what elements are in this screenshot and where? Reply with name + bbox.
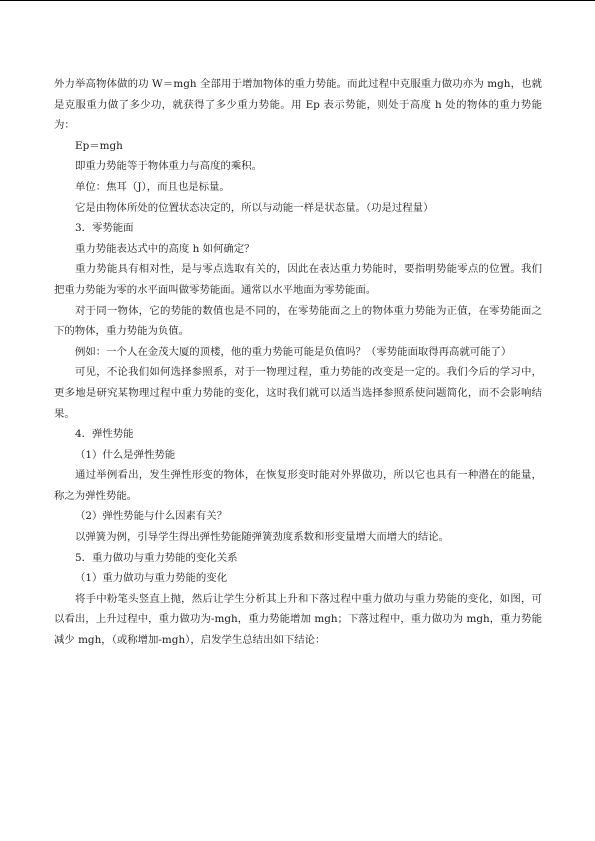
paragraph: 3．零势能面 (75, 222, 134, 235)
paragraph: Ep＝mgh (75, 139, 123, 152)
paragraph: （1）什么是弹性势能 (75, 448, 176, 461)
paragraph: 例如：一个人在金茂大厦的顶楼，他的重力势能可能是负值吗？（零势能面取得再高就可能了） (75, 345, 512, 358)
paragraph: （1）重力做功与重力势能的变化 (75, 572, 228, 585)
top-border-line (0, 0, 595, 1)
paragraph: 可见，不论我们如何选择参照系，对于一物理过程，重力势能的改变是一定的。我们今后的学习中，更多地是研究某物理过程中重力势能的变化，这时我们就可以适当选择参照系使问题简化，而不会影响结果。 (54, 366, 542, 420)
paragraph: （2）弹性势能与什么因素有关？ (75, 510, 228, 523)
paragraph: 它是由物体所处的位置状态决定的，所以与动能一样是状态量。（功是过程量） (75, 201, 434, 214)
paragraph: 对于同一物体，它的势能的数值也是不同的，在零势能面之上的物体重力势能为正值，在零势能面之下的物体，重力势能为负值。 (54, 304, 542, 338)
paragraph: 5．重力做功与重力势能的变化关系 (75, 551, 238, 564)
paragraph: 即重力势能等于物体重力与高度的乘积。 (75, 160, 263, 173)
document-body (54, 74, 542, 651)
paragraph: 通过举例看出，发生弹性形变的物体，在恢复形变时能对外界做功，所以它也具有一种潜在的能量，称之为弹性势能。 (54, 469, 542, 502)
paragraph: 单位：焦耳（J），而且也是标量。 (75, 180, 230, 193)
paragraph: 重力势能具有相对性，是与零点选取有关的，因此在表达重力势能时，要指明势能零点的位置。我们把重力势能为零的水平面叫做零势能面。通常以水平地面为零势能面。 (54, 263, 542, 296)
paragraph: 重力势能表达式中的高度 h 如何确定？ (75, 242, 255, 255)
paragraph: 4．弹性势能 (75, 428, 134, 441)
paragraph: 外力举高物体做的功 W＝mgh 全部用于增加物体的重力势能。而此过程中克服重力做功亦为 mgh，也就是克服重力做了多少功，就获得了多少重力势能。用 Ep 表示势能，则处于高度 h 处的物体的重力势能为： (54, 78, 542, 132)
paragraph: 以弹簧为例，引导学生得出弹性势能随弹簧劲度系数和形变量增大而增大的结论。 (75, 531, 450, 544)
paragraph: 将手中粉笔头竖直上抛，然后让学生分析其上升和下落过程中重力做功与重力势能的变化，如图，可以看出，上升过程中，重力做功为-mgh，重力势能增加 mgh；下落过程中，重力做功为 mgh，重力势能减少 mgh，（或称增加-mgh），启发学生总结出如下结论： (54, 592, 542, 647)
